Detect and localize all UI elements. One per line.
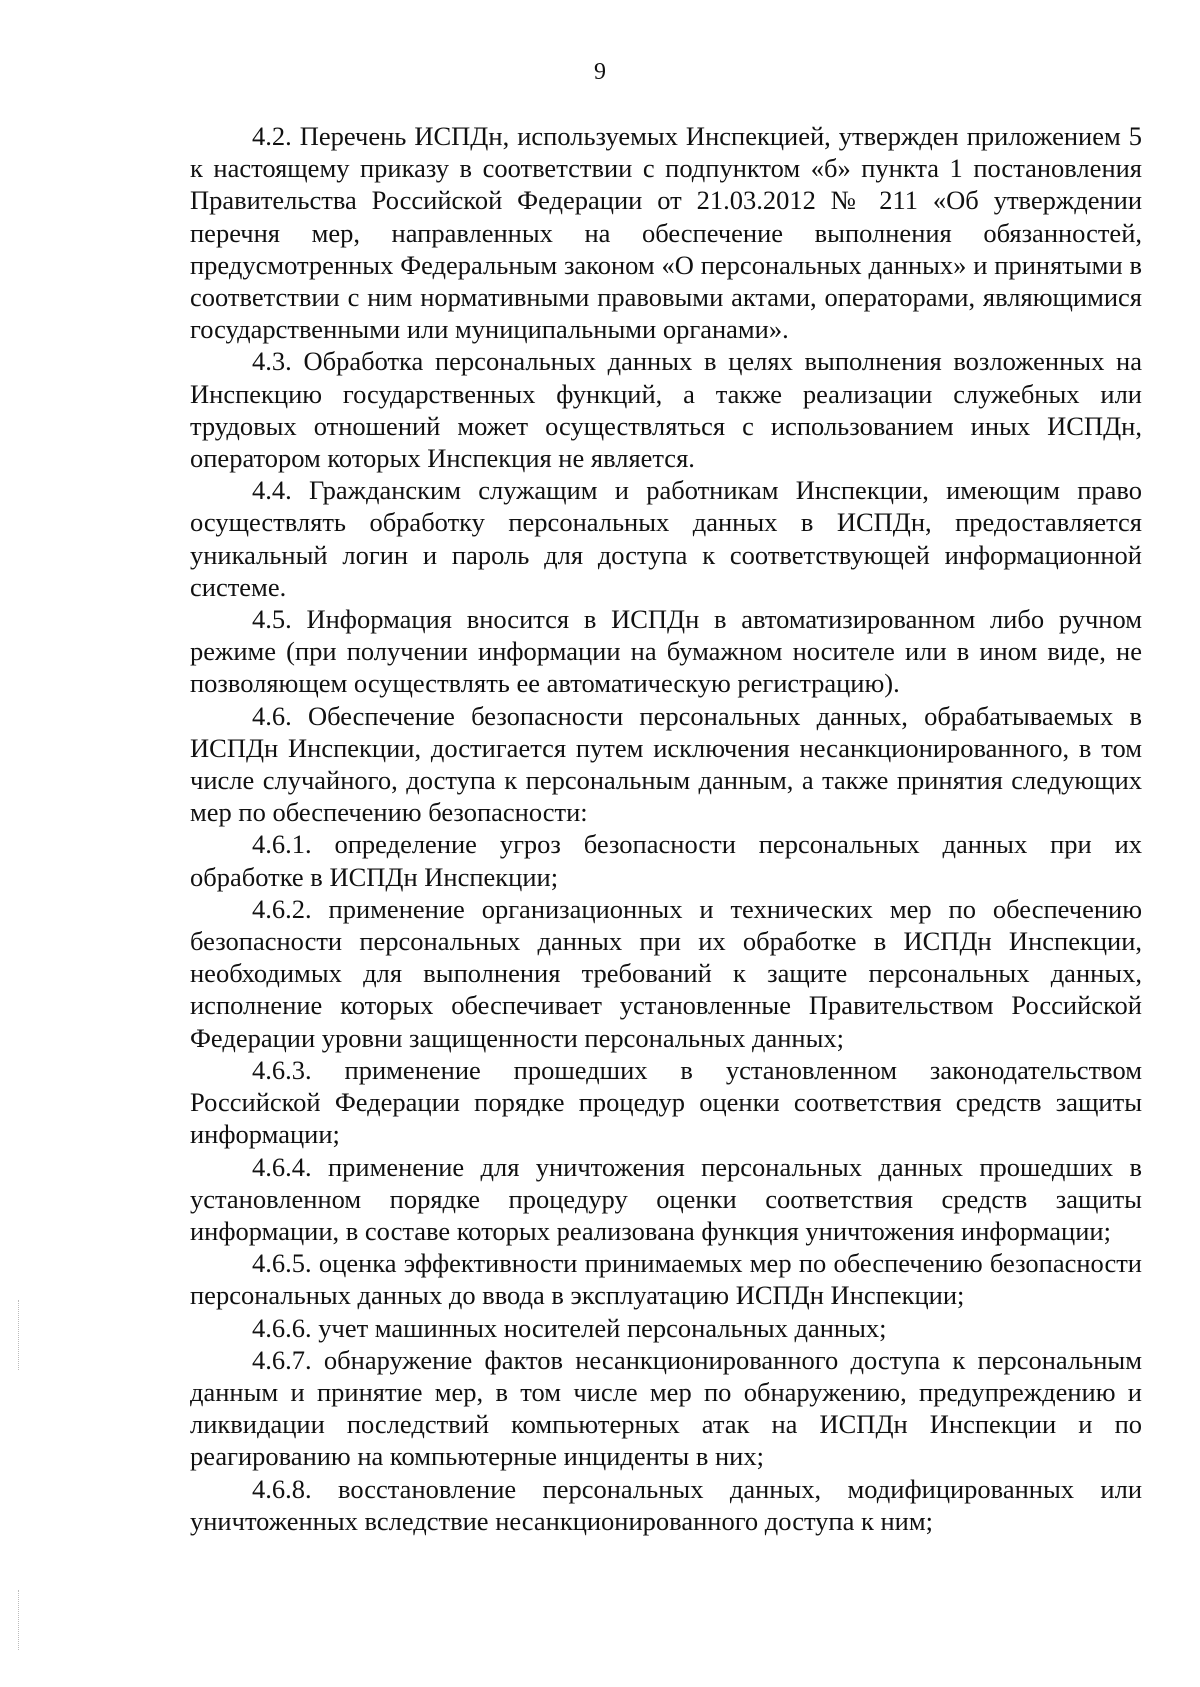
paragraph-4-4: 4.4. Гражданским служащим и работникам Инспекции, имеющим право осуществлять обработку персональных данных в ИСПДн, предоставляется уникальный логин и пароль для доступа к соответствующей информационной системе.: [190, 475, 1142, 602]
scan-edge-mark: [18, 1300, 21, 1370]
paragraph-4-6-7: 4.6.7. обнаружение фактов несанкционированного доступа к персональным данным и принятие мер, в том числе мер по обнаружению, предупреждению и ликвидации последствий компьютерных атак на ИСПДн Инспекции и по реагированию на компьютерные инциденты в них;: [190, 1344, 1142, 1472]
paragraph-4-6-4: 4.6.4. применение для уничтожения персональных данных прошедших в установленном порядке процедуру оценки соответствия средств защиты информации, в составе которых реализована функция уничтожения информации;: [190, 1151, 1142, 1246]
paragraph-4-6-8: 4.6.8. восстановление персональных данных, модифицированных или уничтоженных вследствие несанкционированного доступа к ним;: [190, 1473, 1142, 1536]
paragraph-4-6-2: 4.6.2. применение организационных и технических мер по обеспечению безопасности персональных данных при их обработке в ИСПДн Инспекции, необходимых для выполнения требований к защите персональных данных, исполнение которых обеспечивает установленные Правительством Российской Федерации уровни защищенности персональных данных;: [190, 893, 1142, 1053]
paragraph-4-5: 4.5. Информация вносится в ИСПДн в автоматизированном либо ручном режиме (при получении информации на бумажном носителе или в ином виде, не позволяющем осуществлять ее автоматическую регистрацию).: [190, 604, 1142, 699]
paragraph-4-6: 4.6. Обеспечение безопасности персональных данных, обрабатываемых в ИСПДн Инспекции, достигается путем исключения несанкционированного, в том числе случайного, доступа к персональным данным, а также принятия следующих мер по обеспечению безопасности:: [190, 700, 1142, 828]
paragraph-4-6-6: 4.6.6. учет машинных носителей персональных данных;: [252, 1312, 887, 1343]
document-body: [190, 120, 1142, 1537]
scan-edge-mark: [18, 1590, 21, 1650]
paragraph-4-6-3: 4.6.3. применение прошедших в установленном законодательством Российской Федерации порядке процедур оценки соответствия средств защиты информации;: [190, 1054, 1142, 1150]
paragraph-4-6-1: 4.6.1. определение угроз безопасности персональных данных при их обработке в ИСПДн Инспекции;: [190, 829, 1142, 892]
paragraph-4-6-5: 4.6.5. оценка эффективности принимаемых мер по обеспечению безопасности персональных данных до ввода в эксплуатацию ИСПДн Инспекции;: [190, 1248, 1142, 1311]
paragraph-4-2: 4.2. Перечень ИСПДн, используемых Инспекцией, утвержден приложением 5 к настоящему приказу в соответствии с подпунктом «б» пункта 1 постановления Правительства Российской Федерации от 21.03.2012 № 211 «Об утверждении перечня мер, направленных на обеспечение выполнения обязанностей, предусмотренных Федеральным законом «О персональных данных» и принятыми в соответствии с ним нормативными правовыми актами, операторами, являющимися государственными или муниципальными органами».: [190, 121, 1142, 345]
page-number: 9: [594, 59, 606, 85]
paragraph-4-3: 4.3. Обработка персональных данных в целях выполнения возложенных на Инспекцию государственных функций, а также реализации служебных или трудовых отношений может осуществляться с использованием иных ИСПДн, оператором которых Инспекция не является.: [190, 346, 1142, 474]
